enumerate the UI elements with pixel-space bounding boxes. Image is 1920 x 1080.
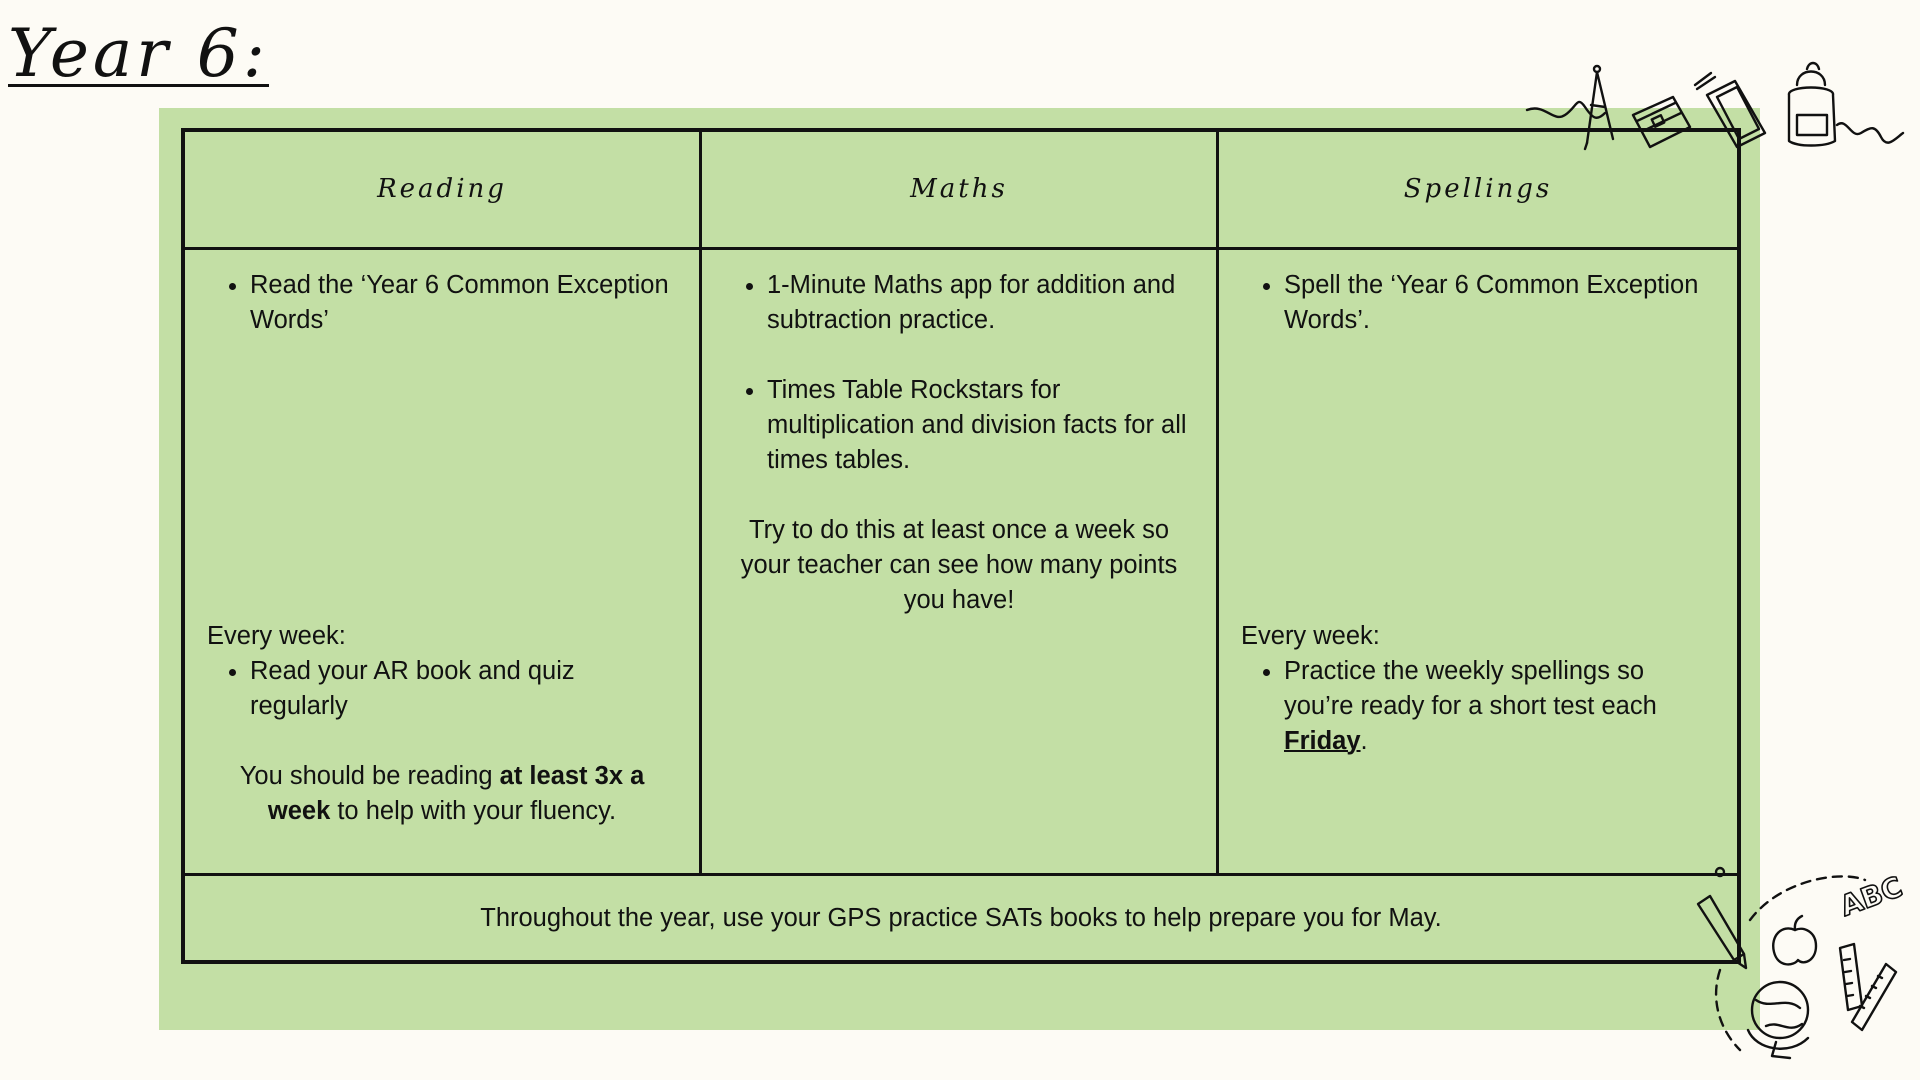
dashed-arc-lower (1716, 970, 1740, 1050)
spellings-weekly-list (1241, 654, 1715, 759)
spellings-weekly-section (1241, 619, 1715, 759)
maths-list-2 (724, 373, 1194, 478)
spellings-bullet-1: • Spell the ‘Year 6 Common Exception Words’. (1284, 268, 1715, 338)
spellings-weekly-suffix: . (1360, 727, 1368, 755)
maths-bullet-2: • Times Table Rockstars for multiplication and division facts for all times tables. (767, 373, 1194, 478)
backpack-icon (1789, 63, 1835, 146)
maths-heading: Maths (702, 132, 1219, 250)
homework-table (181, 128, 1741, 964)
reading-note (207, 759, 677, 829)
spellings-weekly-day: Friday (1284, 727, 1361, 755)
page-title: Year 6: (8, 15, 269, 92)
apple-icon (1773, 916, 1816, 964)
ruler-icon (1840, 944, 1896, 1030)
tablet-icon (1695, 73, 1765, 147)
reading-every-week-label: Every week: (207, 622, 346, 650)
maths-list (724, 268, 1194, 338)
maths-bullet-1: • 1-Minute Maths app for addition and subtraction practice. (767, 268, 1194, 338)
footer-note: Throughout the year, use your GPS practice SATs books to help prepare you for May. (480, 903, 1442, 932)
reading-note-suffix: to help with your fluency. (330, 797, 617, 825)
reading-note-prefix: You should be reading (239, 762, 500, 790)
spellings-weekly-prefix: Practice the weekly spellings so you’re ready for a short test each (1284, 657, 1657, 720)
spellings-list (1241, 268, 1715, 338)
school-icons-doodle (1690, 860, 1915, 1065)
maths-note: Try to do this at least once a week so your teacher can see how many points you have! (740, 516, 1178, 614)
globe-icon (1748, 982, 1808, 1058)
reading-note-bold: at least 3x a week (267, 762, 645, 825)
reading-list (207, 268, 677, 338)
spellings-cell (1219, 250, 1737, 876)
doodle-line-right (1837, 123, 1903, 142)
spellings-heading: Spellings (1219, 132, 1737, 250)
spellings-weekly-bullet (1284, 654, 1715, 759)
compass-icon (1585, 66, 1613, 149)
pencil-case-icon (1633, 97, 1690, 147)
pencil-icon (1698, 868, 1746, 968)
reading-weekly-list (207, 654, 677, 724)
reading-weekly-bullet: • Read your AR book and quiz regularly (250, 654, 677, 724)
spellings-every-week-label: Every week: (1241, 622, 1380, 650)
reading-heading: Reading (185, 132, 702, 250)
reading-cell (185, 250, 702, 876)
reading-weekly-section (207, 619, 677, 829)
maths-cell (702, 250, 1219, 876)
school-supplies-doodle (1525, 55, 1905, 160)
reading-bullet-1: • Read the ‘Year 6 Common Exception Words’ (250, 268, 677, 338)
abc-doodle-text: ABC (1835, 870, 1907, 923)
